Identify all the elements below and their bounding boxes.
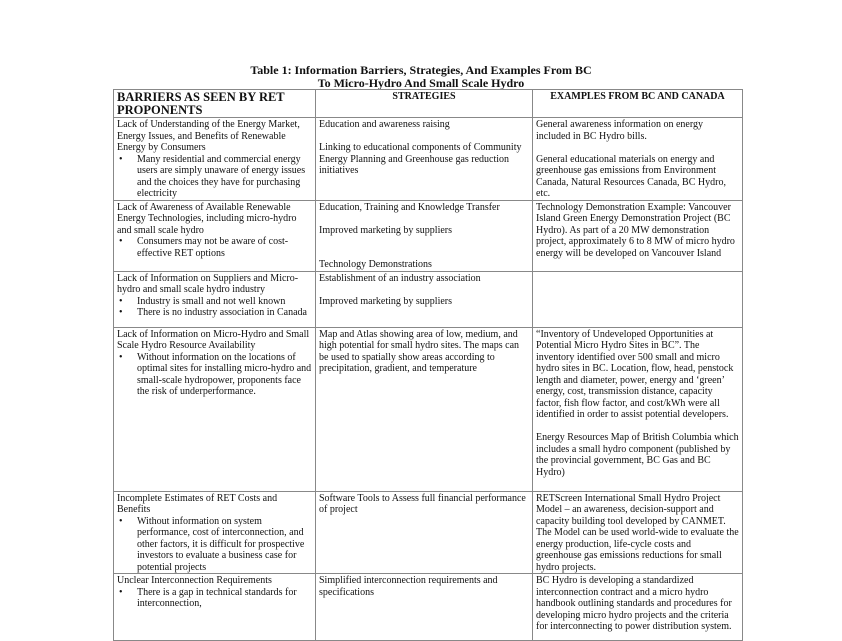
barrier-bullet: • There is a gap in technical standards for interconnection, (131, 587, 312, 610)
barrier-title: Unclear Interconnection Requirements (117, 575, 272, 586)
example-item: RETScreen International Small Hydro Project Model – an awareness, decision-support and capacity building tool developed by CANMET. The Model can be used world-wide to evaluate the energy production, life-cycle costs and greenhouse gas emissions reductions for small hydro projects. (536, 492, 739, 573)
strategies-cell (316, 574, 533, 641)
barrier-title: Lack of Information on Micro-Hydro and Small Scale Hydro Resource Availability (117, 328, 310, 351)
table-title-line-2: To Micro-Hydro And Small Scale Hydro (317, 76, 525, 90)
strategy-item: Linking to educational components of Community Energy Planning and Greenhouse gas reduction initiatives (319, 142, 522, 176)
table-row (114, 271, 743, 327)
examples-cell (533, 574, 743, 641)
strategy-item: Technology Demonstrations (319, 259, 432, 270)
barrier-bullet: • Consumers may not be aware of cost-effective RET options (131, 236, 312, 259)
barrier-bullet: • Without information on system performance, cost of interconnection, and other factors, it is difficult for prospective investors to evaluate a business case for potential projects (131, 516, 312, 574)
examples-cell (533, 327, 743, 491)
barrier-title: Lack of Understanding of the Energy Market, Energy Issues, and Benefits of Renewable Energy by Consumers (117, 119, 300, 153)
examples-cell (533, 200, 743, 271)
example-item: Technology Demonstration Example: Vancouver Island Green Energy Demonstration Project (BC Hydro). As part of a 20 MW demonstration project, approximately 6 to 8 MW of micro hydro energy will be developed on Vancouver Island (536, 201, 735, 259)
table-row (114, 200, 743, 271)
examples-cell (533, 491, 743, 574)
table-row (114, 574, 743, 641)
strategy-item: Improved marketing by suppliers (319, 224, 453, 236)
strategies-cell (316, 327, 533, 491)
barrier-bullet: • Without information on the locations of optimal sites for installing micro-hydro and small-scale hydropower, proponents face the risk of underperformance. (131, 352, 312, 398)
strategy-item: Education, Training and Knowledge Transfer (319, 201, 500, 213)
barrier-cell (114, 118, 316, 201)
strategy-item: Education and awareness raising (319, 119, 450, 130)
barrier-bullet: • There is no industry association in Canada (131, 307, 312, 319)
barrier-title: Lack of Information on Suppliers and Micro-hydro and small scale hydro industry (117, 272, 299, 295)
example-item: “Inventory of Undeveloped Opportunities at Potential Micro Hydro Sites in BC”. The inventory identified over 500 small and micro hydro sites in BC. Location, flow, head, penstock length and diameter, power, energy and ‘green’ energy, cost, transmission distance, capacity factor, fish flow factor, and cost/kWh were all identified in order to assist potential developers. (536, 328, 734, 420)
examples-cell (533, 118, 743, 201)
header-barriers: BARRIERS AS SEEN BY RET PROPONENTS (114, 90, 316, 118)
examples-cell (533, 271, 743, 327)
barrier-title: Lack of Awareness of Available Renewable Energy Technologies, including micro-hydro and small scale hydro (117, 201, 297, 236)
barriers-table (113, 89, 743, 641)
strategies-cell (316, 271, 533, 327)
barrier-cell (114, 574, 316, 641)
strategy-item: Simplified interconnection requirements and specifications (319, 575, 498, 598)
header-examples: EXAMPLES FROM BC AND CANADA (533, 90, 743, 118)
barrier-bullet: • Many residential and commercial energy users are simply unaware of energy issues and the choices they have for purchasing electricity (131, 154, 312, 200)
barrier-cell (114, 200, 316, 271)
strategy-item: Improved marketing by suppliers (319, 295, 453, 307)
strategy-item: Software Tools to Assess full financial performance of project (319, 492, 526, 515)
table-row (114, 491, 743, 574)
table-row (114, 118, 743, 201)
strategies-cell (316, 491, 533, 574)
barrier-cell (114, 271, 316, 327)
strategies-cell (316, 118, 533, 201)
example-item: BC Hydro is developing a standardized interconnection contract and a micro hydro handbook outlining standards and procedures for developing micro hydro projects and the criteria for interconnecting to power distribution system. (536, 575, 732, 632)
barrier-cell (114, 491, 316, 574)
table-title-line-1: Table 1: Information Barriers, Strategies, And Examples From BC (250, 63, 592, 77)
barrier-bullet: • Industry is small and not well known (131, 296, 312, 308)
strategy-item: Establishment of an industry association (319, 272, 481, 284)
barrier-cell (114, 327, 316, 491)
strategy-item: Map and Atlas showing area of low, medium, and high potential for small hydro sites. The maps can be used to spatially show areas according to precipitation, gradient, and temperature (319, 328, 520, 374)
table-row (114, 327, 743, 491)
example-item: General educational materials on energy and greenhouse gas emissions from Environment Canada, Natural Resources Canada, BC Hydro, etc. (536, 153, 726, 199)
barrier-title: Incomplete Estimates of RET Costs and Benefits (117, 492, 278, 515)
strategies-cell (316, 200, 533, 271)
example-item: Energy Resources Map of British Columbia which includes a small hydro component (published by the provincial government, BC Gas and BC Hydro) (536, 432, 739, 478)
header-strategies: STRATEGIES (316, 90, 533, 118)
example-item: General awareness information on energy included in BC Hydro bills. (536, 119, 703, 142)
